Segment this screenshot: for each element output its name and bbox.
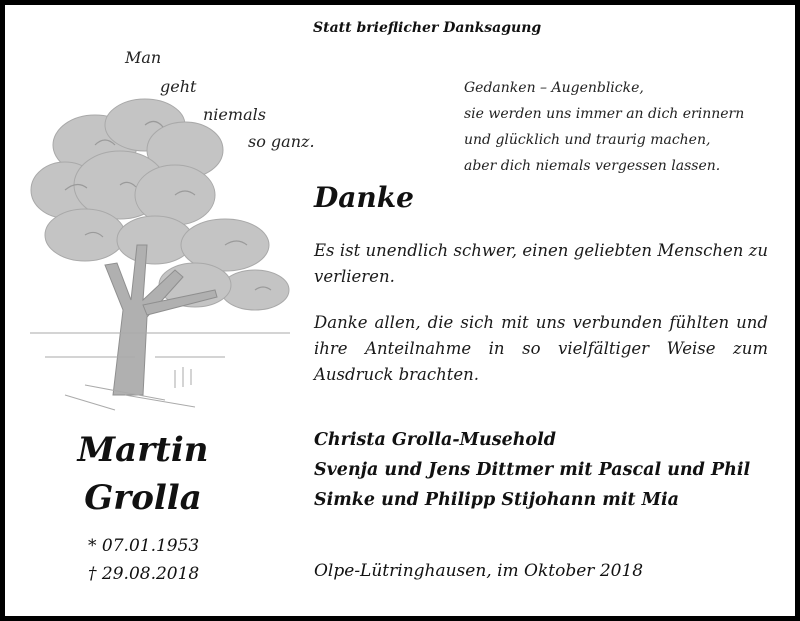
deceased-last-name: Grolla <box>84 478 202 518</box>
death-date: † 29.08.2018 <box>88 564 200 584</box>
poem-line: sie werden uns immer an dich erinnern <box>464 106 745 122</box>
deceased-first-name: Martin <box>77 430 209 470</box>
poem-line: aber dich niemals vergessen lassen. <box>464 158 721 174</box>
tree-illustration-icon <box>25 95 295 415</box>
poem <box>464 75 744 179</box>
place-date: Olpe-Lütringhausen, im Oktober 2018 <box>314 561 644 581</box>
motto-word-2: geht <box>160 77 197 96</box>
poem-line: Gedanken – Augenblicke, <box>464 80 644 96</box>
thanks-paragraph-2: Danke allen, die sich mit uns verbunden fühlten und ihre Anteilnahme in so vielfältiger Weise zum Ausdruck brachten. <box>314 313 768 384</box>
thanks-paragraph-1: Es ist unendlich schwer, einen geliebten Menschen zu verlieren. <box>314 241 768 286</box>
danke-heading: Danke <box>314 181 414 214</box>
family-signatures <box>314 425 750 515</box>
family-line: Svenja und Jens Dittmer mit Pascal und Phil <box>314 460 751 480</box>
family-line: Christa Grolla-Musehold <box>314 430 556 450</box>
family-line: Simke und Philipp Stijohann mit Mia <box>314 490 679 510</box>
motto-word-1: Man <box>125 48 162 67</box>
notice-heading: Statt brieflicher Danksagung <box>313 20 542 36</box>
motto-word-3: niemals <box>203 105 266 124</box>
motto-word-4: so ganz. <box>248 132 315 151</box>
birth-date: * 07.01.1953 <box>88 536 200 556</box>
poem-line: und glücklich und traurig machen, <box>464 132 711 148</box>
